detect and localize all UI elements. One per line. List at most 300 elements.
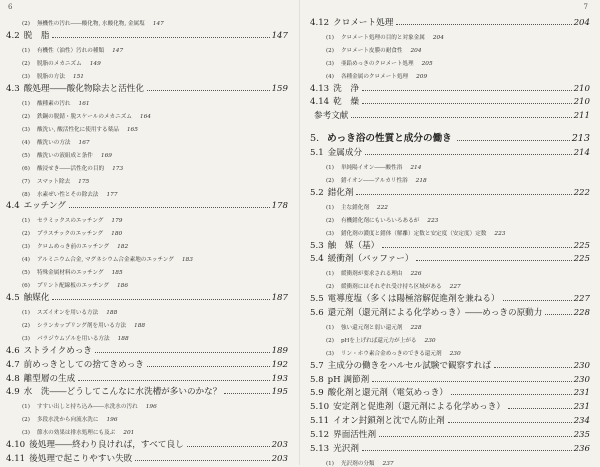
- entry-number: (2): [326, 177, 334, 184]
- toc-section: [310, 290, 590, 304]
- entry-title: 脱脂の方法: [36, 73, 65, 80]
- entry-title: クロメート皮膜の耐食性: [340, 47, 403, 54]
- toc-subentry: [310, 158, 590, 171]
- toc-subentry: [310, 41, 590, 54]
- toc-section: [310, 237, 590, 251]
- entry-title: 酸浸せき――活性化の目的: [36, 165, 105, 172]
- entry-page-number: 169: [100, 152, 112, 159]
- entry-page-number: 179: [111, 218, 123, 225]
- toc-subentry: [310, 54, 590, 67]
- entry-number: (3): [326, 60, 334, 67]
- entry-title: リン・ホウ素合金めっきのできる還元剤: [340, 350, 442, 357]
- toc-section: [310, 107, 590, 121]
- toc-subentry: [310, 198, 590, 211]
- toc-section: [6, 450, 288, 464]
- entry-title: 洗 浄: [333, 83, 359, 94]
- entry-page-number: 205: [421, 60, 433, 67]
- entry-title: 主な錯化剤: [340, 204, 369, 211]
- entry-page-number: 203: [271, 440, 288, 451]
- entry-number: 5.3: [310, 240, 324, 251]
- entry-title: プリント配線板のエッチング: [36, 283, 109, 290]
- entry-number: 5.12: [310, 429, 330, 440]
- entry-number: (2): [326, 47, 334, 54]
- entry-number: 4.10: [6, 440, 26, 451]
- entry-page-number: 213: [571, 133, 590, 145]
- entry-title: 緩衝剤にはそれぞれ受け持ち区域がある: [340, 284, 442, 291]
- entry-page-number: 195: [271, 387, 288, 398]
- entry-page-number: 187: [271, 293, 288, 304]
- entry-page-number: 201: [123, 430, 135, 437]
- toc-section: [6, 80, 288, 94]
- toc-section: [6, 27, 288, 41]
- entry-title: 酸洗い, 酸活性化に使用する薬品: [36, 126, 119, 133]
- entry-page-number: 222: [573, 187, 590, 198]
- entry-page-number: 182: [117, 244, 129, 251]
- entry-page-number: 189: [271, 345, 288, 356]
- entry-title: 鉄鋼の脱錆・脱スケールのメカニズム: [36, 113, 132, 120]
- entry-number: 5.8: [310, 374, 324, 385]
- toc-subentry: [310, 67, 590, 80]
- toc-subentry: [310, 318, 590, 331]
- toc-subentry: [310, 224, 590, 237]
- entry-page-number: 167: [78, 139, 90, 146]
- entry-title: エッチング: [23, 201, 66, 212]
- entry-number: 4.8: [6, 373, 20, 384]
- entry-number: 5.13: [310, 443, 330, 454]
- entry-number: (2): [326, 337, 334, 344]
- toc-subentry: [6, 146, 288, 159]
- entry-title: スマット除去: [36, 178, 71, 185]
- toc-subentry: [6, 303, 288, 316]
- leader-dots: [457, 139, 570, 141]
- entry-page-number: 204: [573, 17, 590, 28]
- entry-number: (1): [22, 404, 30, 411]
- entry-title: 多段水洗から向流水洗に: [36, 417, 99, 424]
- entry-number: 4.11: [6, 453, 26, 464]
- entry-title: クロムめっき前のエッチング: [36, 244, 110, 251]
- entry-page-number: 192: [271, 359, 288, 370]
- entry-page-number: 235: [573, 429, 590, 440]
- entry-title: 特殊金属材料のエッチング: [36, 270, 104, 277]
- entry-title: 酸種素の汚れ: [36, 100, 71, 107]
- toc-subentry: [6, 329, 288, 342]
- entry-number: (2): [22, 113, 30, 120]
- entry-page-number: 214: [573, 147, 590, 158]
- entry-page-number: 159: [271, 83, 288, 94]
- toc-subentry: [310, 28, 590, 41]
- leader-dots: [78, 379, 269, 381]
- entry-title: パラジウムゾルを用いる方法: [36, 336, 110, 343]
- entry-number: (5): [22, 152, 30, 159]
- entry-page-number: 227: [573, 294, 590, 305]
- leader-dots: [135, 459, 269, 461]
- entry-page-number: 204: [432, 34, 444, 41]
- entry-number: 5.7: [310, 360, 324, 371]
- page-number-left: 6: [8, 3, 13, 11]
- toc-section: [6, 342, 288, 356]
- entry-number: 4.7: [6, 359, 20, 370]
- toc-section: [6, 356, 288, 370]
- entry-page-number: 204: [410, 47, 422, 54]
- toc-section: [310, 80, 590, 94]
- entry-title: 光沢剤: [333, 443, 359, 454]
- entry-title: シランカップリング剤を用いる方法: [36, 323, 127, 330]
- entry-number: (1): [22, 310, 30, 317]
- leader-dots: [147, 365, 270, 367]
- toc-chapter: [310, 121, 590, 144]
- entry-number: (4): [22, 257, 30, 264]
- leader-dots: [416, 259, 571, 261]
- entry-title: 金属成分: [327, 147, 363, 158]
- entry-title: 触媒化: [23, 293, 50, 304]
- toc-subentry: [6, 185, 288, 198]
- leader-dots: [382, 246, 571, 248]
- entry-page-number: 223: [494, 230, 506, 237]
- toc-subentry: [6, 237, 288, 250]
- toc-section: [310, 440, 590, 454]
- entry-number: (6): [22, 165, 30, 172]
- entry-page-number: 228: [573, 307, 590, 318]
- leader-dots: [379, 435, 571, 437]
- leader-dots: [187, 445, 270, 447]
- entry-page-number: 186: [116, 283, 129, 290]
- entry-title: 各種金属のクロメート処理: [340, 73, 409, 80]
- toc-section: [310, 184, 590, 198]
- leader-dots: [52, 36, 269, 38]
- entry-page-number: 230: [573, 374, 590, 385]
- entry-page-number: 218: [415, 177, 427, 184]
- toc-subentry: [6, 14, 288, 27]
- entry-page-number: 231: [573, 402, 590, 413]
- entry-number: 5.5: [310, 294, 324, 305]
- entry-title: 離型層の生成: [23, 373, 76, 384]
- toc-subentry: [6, 107, 288, 120]
- entry-title: 有機錯化剤にもいろいろあるが: [340, 217, 420, 224]
- toc-subentry: [6, 316, 288, 329]
- entry-number: (4): [326, 73, 334, 80]
- entry-number: 4.5: [6, 293, 20, 304]
- entry-number: (3): [22, 336, 30, 343]
- toc-subentry: [310, 331, 590, 344]
- entry-page-number: 188: [117, 336, 129, 343]
- entry-page-number: 165: [126, 126, 138, 133]
- entry-number: 5.6: [310, 307, 324, 318]
- entry-page-number: 214: [410, 164, 422, 171]
- toc-subentry: [310, 171, 590, 184]
- entry-number: (4): [22, 139, 30, 146]
- entry-title: セラミックスのエッチング: [36, 218, 104, 225]
- entry-number: (1): [326, 324, 334, 331]
- entry-page-number: 183: [181, 257, 193, 264]
- entry-number: (2): [326, 284, 334, 291]
- entry-number: (2): [22, 21, 30, 27]
- toc-section: [310, 398, 590, 412]
- toc-subentry: [310, 211, 590, 224]
- entry-number: 5.2: [310, 187, 324, 198]
- entry-page-number: 225: [573, 240, 590, 251]
- leader-dots: [365, 153, 572, 155]
- entry-title: アルミニウム合金, マグネシウム合金素地のエッチング: [36, 257, 174, 264]
- entry-title: 乾 燥: [333, 97, 359, 108]
- entry-page-number: 180: [111, 231, 123, 238]
- entry-number: (1): [326, 34, 334, 41]
- leader-dots: [351, 116, 571, 118]
- entry-title: 界面活性剤: [333, 429, 377, 440]
- entry-number: (3): [22, 73, 30, 80]
- toc-section: [6, 289, 288, 303]
- entry-page-number: 196: [106, 417, 118, 424]
- entry-title: 単純陽イオン――酸性浴: [340, 164, 403, 171]
- entry-number: (3): [22, 244, 30, 251]
- entry-number: 4.12: [310, 17, 330, 28]
- toc-left: [6, 14, 288, 464]
- entry-title: 光沢剤の分類: [340, 460, 375, 467]
- entry-page-number: 237: [382, 460, 394, 467]
- entry-page-number: 147: [271, 30, 288, 41]
- entry-number: 5.1: [310, 147, 324, 158]
- toc-section: [310, 304, 590, 318]
- toc-section: [6, 384, 288, 398]
- toc-subentry: [6, 263, 288, 276]
- entry-number: (2): [22, 231, 30, 238]
- toc-subentry: [6, 224, 288, 237]
- entry-number: 4.9: [6, 387, 20, 398]
- leader-dots: [147, 89, 270, 91]
- entry-title: 酸洗いの液組成と条件: [36, 152, 93, 159]
- entry-title: 無機性の汚れ――酸化物, 水酸化物, 金属塩: [36, 21, 145, 27]
- entry-title: 触 媒（基）: [327, 240, 380, 251]
- entry-title: 後処理――終わり良ければ，すべて良し: [29, 440, 184, 451]
- leader-dots: [508, 407, 572, 409]
- entry-number: (5): [22, 270, 30, 277]
- entry-page-number: 230: [449, 350, 461, 357]
- leader-dots: [362, 102, 572, 104]
- toc-section: [6, 370, 288, 384]
- entry-number: (3): [22, 126, 30, 133]
- leader-dots: [362, 449, 572, 451]
- entry-page-number: 193: [271, 373, 288, 384]
- entry-page-number: 188: [134, 323, 146, 330]
- toc-subentry: [6, 397, 288, 410]
- entry-page-number: 228: [410, 324, 422, 331]
- toc-subentry: [6, 94, 288, 107]
- entry-page-number: 230: [424, 337, 436, 344]
- toc-subentry: [6, 276, 288, 289]
- entry-number: (3): [22, 430, 30, 437]
- entry-number: (2): [326, 217, 334, 224]
- entry-title: pHを上げれば還元力が上がる: [340, 337, 417, 344]
- entry-title: 酸処理――酸化物除去と活性化: [23, 83, 144, 94]
- entry-page-number: 188: [106, 310, 118, 317]
- entry-title: 酸洗いの方法: [36, 139, 71, 146]
- right-page: [300, 0, 600, 465]
- entry-title: 還元剤（還元剤による化学めっき）――めっきの原動力: [327, 307, 543, 318]
- toc-subentry: [6, 250, 288, 263]
- leader-dots: [448, 421, 572, 423]
- entry-title: 酸化剤と還元剤（電気めっき）: [327, 388, 448, 399]
- entry-number: 4.3: [6, 83, 20, 94]
- toc-subentry: [6, 67, 288, 80]
- toc-subentry: [6, 41, 288, 54]
- toc-section: [6, 436, 288, 450]
- leader-dots: [95, 351, 270, 353]
- entry-page-number: 196: [145, 404, 157, 411]
- entry-title: 錯化剤: [327, 187, 354, 198]
- entry-page-number: 227: [449, 284, 461, 291]
- toc-section: [310, 412, 590, 426]
- entry-page-number: 226: [410, 271, 422, 278]
- toc-section: [310, 426, 590, 440]
- toc-subentry: [6, 133, 288, 146]
- entry-number: (1): [326, 460, 334, 467]
- entry-title: 亜鉛めっきのクロメート処理: [340, 60, 414, 67]
- entry-title: 錯化剤の濃度と錯体（解離）定数と安定度（安定度）定数: [340, 230, 487, 237]
- left-page: [0, 0, 300, 465]
- toc-subentry: [6, 423, 288, 436]
- entry-number: 5.: [310, 133, 320, 145]
- leader-dots: [224, 392, 269, 394]
- toc-subentry: [310, 344, 590, 357]
- entry-title: 強い還元剤と弱い還元剤: [340, 324, 403, 331]
- entry-number: (8): [22, 191, 30, 198]
- page-number-right: 7: [583, 3, 588, 11]
- entry-title: イオン封鎖剤と沈でん防止剤: [333, 415, 445, 426]
- toc-subentry: [6, 211, 288, 224]
- entry-page-number: 234: [573, 415, 590, 426]
- entry-page-number: 173: [112, 165, 124, 172]
- toc-section: [310, 144, 590, 158]
- entry-number: 4.2: [6, 30, 20, 41]
- entry-page-number: 225: [573, 254, 590, 265]
- entry-number: (1): [326, 164, 334, 171]
- entry-title: 電導度塩（多くは陽極溶解促進剤を兼ねる）: [327, 294, 500, 305]
- toc-subentry: [6, 159, 288, 172]
- toc-subentry: [6, 410, 288, 423]
- entry-number: (2): [22, 60, 30, 67]
- entry-number: 5.11: [310, 415, 330, 426]
- entry-page-number: 151: [72, 73, 84, 80]
- toc-subentry: [6, 54, 288, 67]
- entry-number: (1): [326, 204, 334, 211]
- entry-title: 参考文献: [314, 111, 349, 122]
- entry-number: (1): [326, 271, 334, 278]
- entry-title: 後処理で起こりやすい失敗: [29, 453, 133, 464]
- entry-page-number: 230: [573, 360, 590, 371]
- leader-dots: [545, 313, 571, 315]
- toc-subentry: [310, 264, 590, 277]
- entry-number: (1): [22, 100, 30, 107]
- entry-number: (3): [326, 230, 334, 237]
- entry-title: すすい出しと持ち込み――水洗水の汚れ: [36, 404, 138, 411]
- entry-page-number: 222: [376, 204, 388, 211]
- leader-dots: [494, 366, 572, 368]
- entry-page-number: 210: [573, 97, 590, 108]
- entry-number: 4.6: [6, 345, 20, 356]
- toc-subentry: [310, 277, 590, 290]
- leader-dots: [503, 299, 572, 301]
- entry-number: 5.4: [310, 254, 324, 265]
- entry-number: (3): [326, 350, 334, 357]
- entry-page-number: 203: [271, 453, 288, 464]
- entry-page-number: 147: [152, 21, 164, 27]
- entry-number: (6): [22, 283, 30, 290]
- entry-page-number: 231: [573, 388, 590, 399]
- entry-number: 4.13: [310, 83, 330, 94]
- entry-number: (2): [22, 323, 30, 330]
- leader-dots: [362, 89, 572, 91]
- leader-dots: [69, 206, 270, 208]
- entry-number: 4.4: [6, 201, 20, 212]
- leader-dots: [356, 193, 571, 195]
- toc-section: [310, 251, 590, 265]
- entry-title: ストライクめっき: [23, 345, 92, 356]
- entry-number: (1): [22, 47, 30, 54]
- entry-title: 有機性（油性）汚れの種類: [36, 47, 105, 54]
- entry-page-number: 164: [139, 113, 151, 120]
- entry-title: 脱 脂: [23, 30, 50, 41]
- entry-page-number: 177: [106, 191, 118, 198]
- leader-dots: [52, 298, 269, 300]
- entry-title: スズイオンを用いる方法: [36, 310, 99, 317]
- entry-title: 前めっきとしての捨てきめっき: [23, 359, 144, 370]
- entry-page-number: 211: [573, 111, 590, 122]
- toc-section: [310, 385, 590, 399]
- toc-section: [310, 371, 590, 385]
- entry-page-number: 161: [78, 100, 90, 107]
- entry-page-number: 210: [573, 83, 590, 94]
- entry-page-number: 236: [573, 443, 590, 454]
- entry-page-number: 178: [271, 201, 288, 212]
- entry-number: (1): [22, 218, 30, 225]
- entry-title: pH 調節剤: [327, 374, 370, 385]
- entry-title: 緩衝剤（バッファー）: [327, 254, 414, 265]
- toc-section: [310, 14, 590, 28]
- toc-section: [6, 198, 288, 212]
- entry-title: 水素ぜい性とその除去法: [36, 191, 99, 198]
- entry-page-number: 209: [416, 73, 428, 80]
- toc-right: [310, 14, 590, 467]
- entry-page-number: 185: [111, 270, 123, 277]
- entry-title: めっき浴の性質と成分の働き: [327, 133, 452, 145]
- entry-page-number: 147: [112, 47, 124, 54]
- leader-dots: [451, 393, 572, 395]
- entry-number: (7): [22, 178, 30, 185]
- leader-dots: [372, 380, 571, 382]
- entry-title: 安定剤と促進剤（還元剤による化学めっき）: [333, 402, 505, 413]
- entry-number: 4.14: [310, 97, 330, 108]
- entry-title: 主成分の働きをハルセル試験で観察すれば: [327, 360, 491, 371]
- toc-section: [310, 94, 590, 108]
- entry-title: 節水の効果は排水処理にも及ぶ: [36, 430, 116, 437]
- entry-number: (2): [22, 417, 30, 424]
- entry-title: クロメート処理の目的と対象金属: [340, 34, 425, 41]
- entry-title: 脱脂のメカニズム: [36, 60, 82, 67]
- entry-title: クロメート処理: [333, 17, 394, 28]
- entry-title: 緩衝剤が要求される理由: [340, 271, 403, 278]
- entry-title: 錯イオン――アルカリ性浴: [340, 177, 408, 184]
- entry-title: プラスチックのエッチング: [36, 231, 104, 238]
- toc-subentry: [6, 172, 288, 185]
- toc-section: [310, 357, 590, 371]
- entry-number: 5.10: [310, 402, 330, 413]
- entry-page-number: 175: [78, 178, 90, 185]
- entry-title: 水 洗――どうしてこんなに水洗槽が多いのかな？: [23, 387, 222, 398]
- entry-page-number: 149: [89, 60, 101, 67]
- toc-subentry: [6, 120, 288, 133]
- leader-dots: [396, 23, 571, 25]
- entry-page-number: 223: [427, 217, 439, 224]
- entry-number: 5.9: [310, 388, 324, 399]
